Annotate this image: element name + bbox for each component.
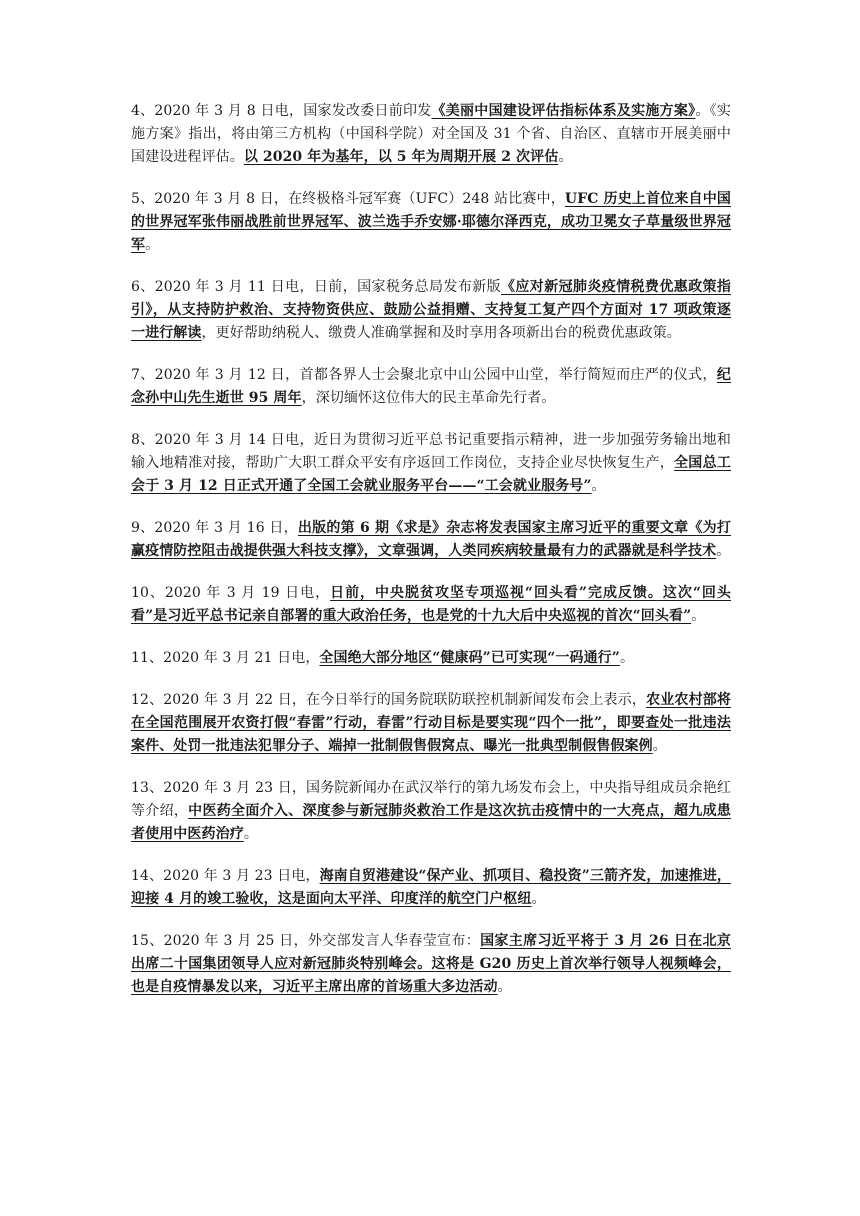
item-text: 11、2020 年 3 月 21 日电，: [131, 650, 320, 666]
news-item-10: [131, 582, 731, 628]
item-highlight: 《应对新冠肺炎疫情税费优惠政策指引》，从支持防护救治、支持物资供应、鼓励公益捐赠、支持复工复产四个方面对 17 项政策逐一进行解读: [131, 279, 731, 341]
item-highlight: 纪念孙中山先生逝世 95 周年: [131, 367, 731, 406]
news-item-4: [131, 100, 731, 169]
news-item-8: [131, 429, 731, 498]
news-item-11: [131, 647, 731, 670]
item-text-end: 。: [619, 650, 635, 666]
news-item-13: [131, 777, 731, 846]
item-text-end: 。: [558, 149, 573, 165]
item-text-end: 。: [716, 543, 731, 559]
news-item-9: [131, 517, 731, 563]
item-text: 6、2020 年 3 月 11 日电，日前，国家税务总局发布新版: [131, 279, 502, 295]
item-text-end: 。: [145, 237, 160, 253]
item-text-middle: 。《实施方案》指出，将由第三方机构（中国科学院）对全国及 31 个省、自治区、直辖市开展美丽中国建设进程评估。: [131, 103, 731, 165]
item-highlight: 农业农村部将在全国范围展开农资打假“春雷”行动，春雷”行动目标是要实现“四个一批”，即要查处一批违法案件、处罚一批违法犯罪分子、端掉一批制假售假窝点、曝光一批典型制假售假案例: [131, 692, 731, 754]
news-item-6: [131, 276, 731, 345]
item-text: 4、2020 年 3 月 8 日电，国家发改委日前印发: [131, 103, 432, 119]
item-highlight: UFC 历史上首位来自中国的世界冠军张伟丽战胜前世界冠军、波兰选手乔安娜·耶德尔泽西克，成功卫冕女子草量级世界冠军: [131, 191, 731, 253]
news-item-7: [131, 364, 731, 410]
document-body: [131, 100, 731, 1018]
item-highlight: 全国总工会于 3 月 12 日正式开通了全国工会就业服务平台——“工会就业服务号”: [131, 455, 731, 494]
item-highlight: 中医药全面介入、深度参与新冠肺炎救治工作是这次抗击疫情中的一大亮点，超九成患者使用中医药治疗: [131, 803, 731, 842]
item-text: 9、2020 年 3 月 16 日，: [131, 520, 298, 536]
item-text: 8、2020 年 3 月 14 日电，近日为贯彻习近平总书记重要指示精神，进一步加强劳务输出地和输入地精准对接，帮助广大职工群众平安有序返回工作岗位，支持企业尽快恢复生产，: [131, 432, 731, 471]
news-item-12: [131, 689, 731, 758]
news-item-14: [131, 865, 731, 911]
item-highlight: 全国绝大部分地区“健康码”已可实现“一码通行”: [319, 650, 620, 666]
item-highlight: 日前，中央脱贫攻坚专项巡视“回头看”完成反馈。这次“回头看”是习近平总书记亲自部署的重大政治任务，也是党的十九大后中央巡视的首次“回头看”: [131, 585, 731, 624]
item-text: 15、2020 年 3 月 25 日，外交部发言人华春莹宣布：: [131, 933, 481, 949]
item-text: 7、2020 年 3 月 12 日，首都各界人士会聚北京中山公园中山堂，举行简短而庄严的仪式，: [131, 367, 717, 383]
item-text-end: ，更好帮助纳税人、缴费人准确掌握和及时享用各项新出台的税费优惠政策。: [201, 325, 681, 341]
item-text-end: 。: [243, 826, 258, 842]
item-text: 14、2020 年 3 月 23 日电，: [131, 868, 320, 884]
item-text-end: 。: [497, 979, 512, 995]
item-highlight: 《美丽中国建设评估指标体系及实施方案》: [431, 103, 696, 119]
item-text-end: 。: [652, 738, 667, 754]
item-text-end: 。: [531, 891, 546, 907]
item-highlight-2: 以 2020 年为基年，以 5 年为周期开展 2 次评估: [243, 149, 559, 165]
item-text: 5、2020 年 3 月 8 日，在终极格斗冠军赛（UFC）248 站比赛中，: [131, 191, 565, 207]
item-text: 10、2020 年 3 月 19 日电，: [131, 585, 331, 601]
item-text: 12、2020 年 3 月 22 日，在今日举行的国务院联防联控机制新闻发布会上表示，: [131, 692, 647, 708]
item-highlight: 国家主席习近平将于 3 月 26 日在北京出席二十国集团领导人应对新冠肺炎特别峰会。这将是 G20 历史上首次举行领导人视频峰会，也是自疫情暴发以来，习近平主席出席的首场重大多边活动: [131, 933, 732, 995]
news-item-15: [131, 930, 731, 999]
item-text-end: 。: [691, 608, 706, 624]
item-text: 13、2020 年 3 月 23 日，国务院新闻办在武汉举行的第九场发布会上，中央指导组成员余艳红等介绍，: [131, 780, 731, 819]
item-highlight: 海南自贸港建设“保产业、抓项目、稳投资”三箭齐发，加速推进，迎接 4 月的竣工验收，这是面向太平洋、印度洋的航空门户枢纽: [131, 868, 731, 907]
news-item-5: [131, 188, 731, 257]
item-highlight: 出版的第 6 期《求是》杂志将发表国家主席习近平的重要文章《为打赢疫情防控阻击战提供强大科技支撑》，文章强调，人类同疾病较量最有力的武器就是科学技术: [131, 520, 731, 559]
item-text-end: ，深切缅怀这位伟大的民主革命先行者。: [301, 390, 556, 406]
item-text-end: 。: [591, 478, 606, 494]
